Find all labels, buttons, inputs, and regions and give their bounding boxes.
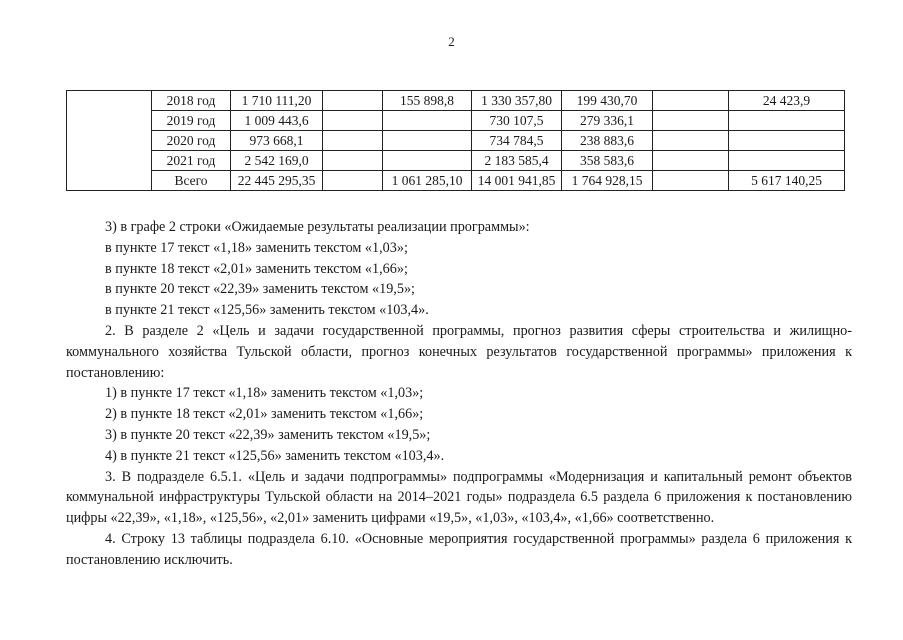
table-cell: 279 336,1 [562,111,653,131]
table-cell [323,91,383,111]
table-cell: 2021 год [152,151,231,171]
paragraph: 1) в пункте 17 текст «1,18» заменить текстом «1,03»; [105,385,424,402]
table-cell [383,151,472,171]
paragraph: 3) в графе 2 строки «Ожидаемые результаты реализации программы»: [105,219,530,235]
table-cell: 14 001 941,85 [472,171,562,191]
table-cell: 1 061 285,10 [383,171,472,191]
paragraph: 4. Строку 13 таблицы подраздела 6.10. «Основные мероприятия государственной программы» раздела 6 приложения к постановлению исключить. [66,530,852,568]
table-cell [323,131,383,151]
table-cell: 238 883,6 [562,131,653,151]
table-cell: 1 764 928,15 [562,171,653,191]
page-number: 2 [448,34,455,49]
table-cell: 2020 год [152,131,231,151]
table-row [67,131,845,151]
paragraph: в пункте 20 текст «22,39» заменить текстом «19,5»; [105,281,415,298]
table-cell: 5 617 140,25 [729,171,845,191]
table-cell [383,111,472,131]
table-cell: 1 009 443,6 [231,111,323,131]
table-cell: 24 423,9 [729,91,845,111]
table-cell [653,131,729,151]
table-cell: 199 430,70 [562,91,653,111]
paragraph: в пункте 21 текст «125,56» заменить текстом «103,4». [105,302,429,319]
table-cell: 155 898,8 [383,91,472,111]
table-cell: 358 583,6 [562,151,653,171]
table-cell: 1 330 357,80 [472,91,562,111]
table-cell: Всего [152,171,231,191]
document-body [66,217,852,571]
table-cell [729,151,845,171]
table-cell [729,111,845,131]
paragraph: 3. В подразделе 6.5.1. «Цель и задачи подпрограммы» подпрограммы «Модернизация и капитальный ремонт объектов коммунальной инфраструктуры Тульской области на 2014–2021 годы» подраздела 6.5 раздела 6 приложения к постановлению цифры «22,39», «1,18», «125,56», «2,01» заменить цифрами «19,5», «1,03», «103,4», «1,66» соответственно. [66,468,852,527]
table-cell [383,131,472,151]
table-cell [653,91,729,111]
table-cell: 734 784,5 [472,131,562,151]
table-cell: 973 668,1 [231,131,323,151]
paragraph: в пункте 17 текст «1,18» заменить текстом «1,03»; [105,239,408,256]
paragraph: 3) в пункте 20 текст «22,39» заменить текстом «19,5»; [105,426,431,443]
paragraph: 4) в пункте 21 текст «125,56» заменить текстом «103,4». [105,447,445,464]
table-cell: 22 445 295,35 [231,171,323,191]
table-cell [653,171,729,191]
table-row-total [67,171,845,191]
table-cell [653,111,729,131]
table-cell-merged [67,91,152,191]
table-cell [729,131,845,151]
budget-table [66,90,845,191]
table-row [67,91,845,111]
paragraph: 2. В разделе 2 «Цель и задачи государственной программы, прогноз развития сферы строительства и жилищно-коммунального хозяйства Тульской области, прогноз конечных результатов государственной программы» приложения к постановлению: [66,322,852,381]
table-cell: 2 542 169,0 [231,151,323,171]
table-cell: 2019 год [152,111,231,131]
table-cell: 730 107,5 [472,111,562,131]
table-cell [323,171,383,191]
table-cell [323,151,383,171]
table-row [67,111,845,131]
table-cell: 2 183 585,4 [472,151,562,171]
table-cell [323,111,383,131]
table-row [67,151,845,171]
paragraph: в пункте 18 текст «2,01» заменить текстом «1,66»; [105,260,408,277]
table-cell: 1 710 111,20 [231,91,323,111]
table-cell: 2018 год [152,91,231,111]
table-cell [653,151,729,171]
paragraph: 2) в пункте 18 текст «2,01» заменить текстом «1,66»; [105,406,424,423]
